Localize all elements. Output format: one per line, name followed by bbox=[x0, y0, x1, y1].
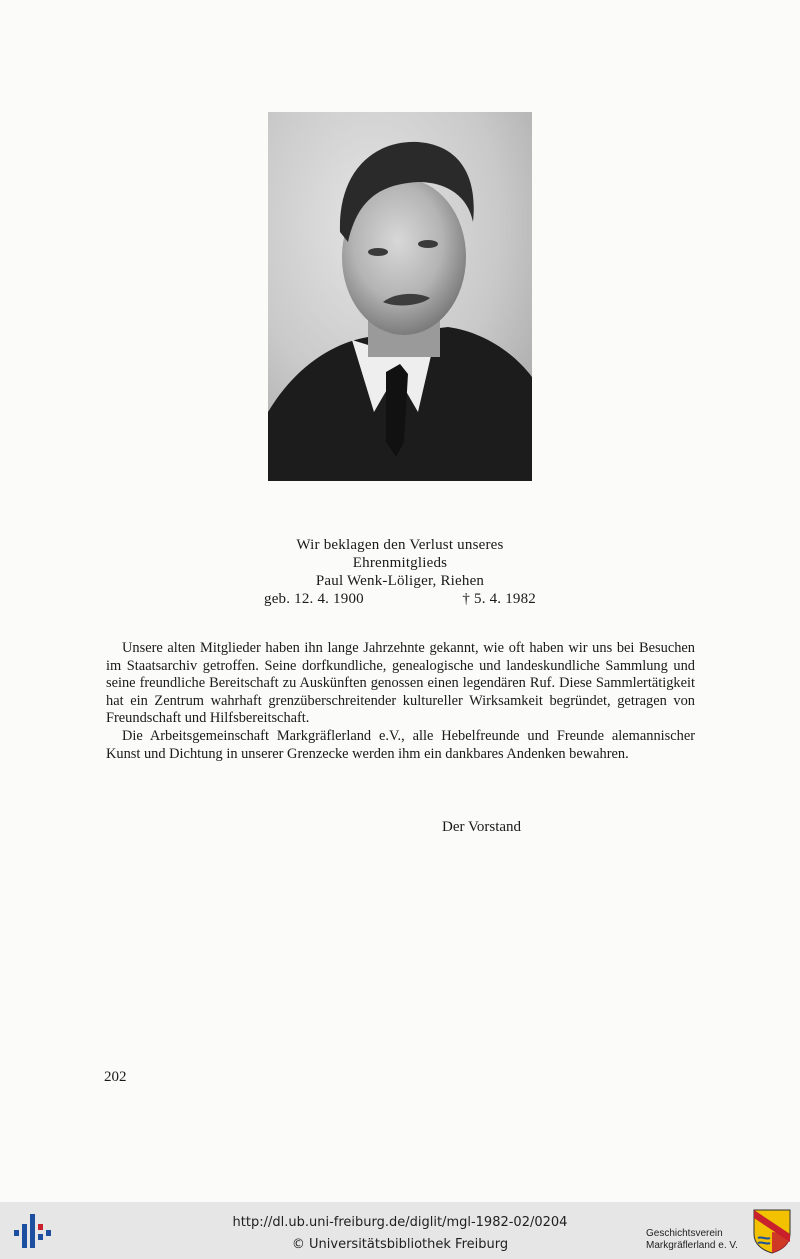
caption-line-1: Wir beklagen den Verlust unseres bbox=[296, 537, 504, 553]
portrait-image bbox=[268, 112, 532, 481]
portrait-photo bbox=[268, 112, 532, 481]
life-dates bbox=[264, 590, 536, 608]
obituary-text bbox=[106, 640, 695, 763]
paragraph: Die Arbeitsgemeinschaft Markgräflerland e.V., alle Hebelfreunde und Freunde alemannischer Kunst und Dichtung in unserer Grenzecke werden ihm ein dankbares Andenken bewahren. bbox=[106, 727, 695, 762]
viewer-footer bbox=[0, 1202, 800, 1259]
caption-line-3: Paul Wenk-Löliger, Riehen bbox=[315, 573, 485, 589]
coat-of-arms-icon[interactable] bbox=[752, 1208, 792, 1258]
caption-line-2: Ehrenmitglieds bbox=[352, 555, 448, 571]
page-number: 202 bbox=[104, 1069, 127, 1085]
copyright-notice: © Universitätsbibliothek Freiburg bbox=[291, 1237, 509, 1252]
permalink-url[interactable]: http://dl.ub.uni-freiburg.de/diglit/mgl-1982-02/0204 bbox=[232, 1215, 568, 1230]
society-line-2: Markgräflerland e. V. bbox=[646, 1240, 738, 1251]
society-line-1: Geschichtsverein bbox=[646, 1228, 723, 1239]
society-name bbox=[646, 1228, 738, 1252]
birth-date: geb. 12. 4. 1900 bbox=[264, 591, 364, 607]
paragraph: Unsere alten Mitglieder haben ihn lange Jahrzehnte gekannt, wie oft haben wir uns bei Besuchen im Staatsarchiv getroffen. Seine dorfkundliche, genealogische und landeskundliche Sammlung und seine freundliche Bereitschaft zu Auskünften genossen einen legendären Ruf. Diese Sammlertätigkeit hat ein Zentrum wahrhaft grenzüberschreitender kultureller Wirksamkeit begründet, getragen von Freundschaft und Hilfsbereitschaft. bbox=[106, 640, 695, 727]
death-date: † 5. 4. 1982 bbox=[462, 591, 536, 607]
obituary-caption bbox=[200, 536, 600, 608]
signature: Der Vorstand bbox=[442, 819, 522, 835]
